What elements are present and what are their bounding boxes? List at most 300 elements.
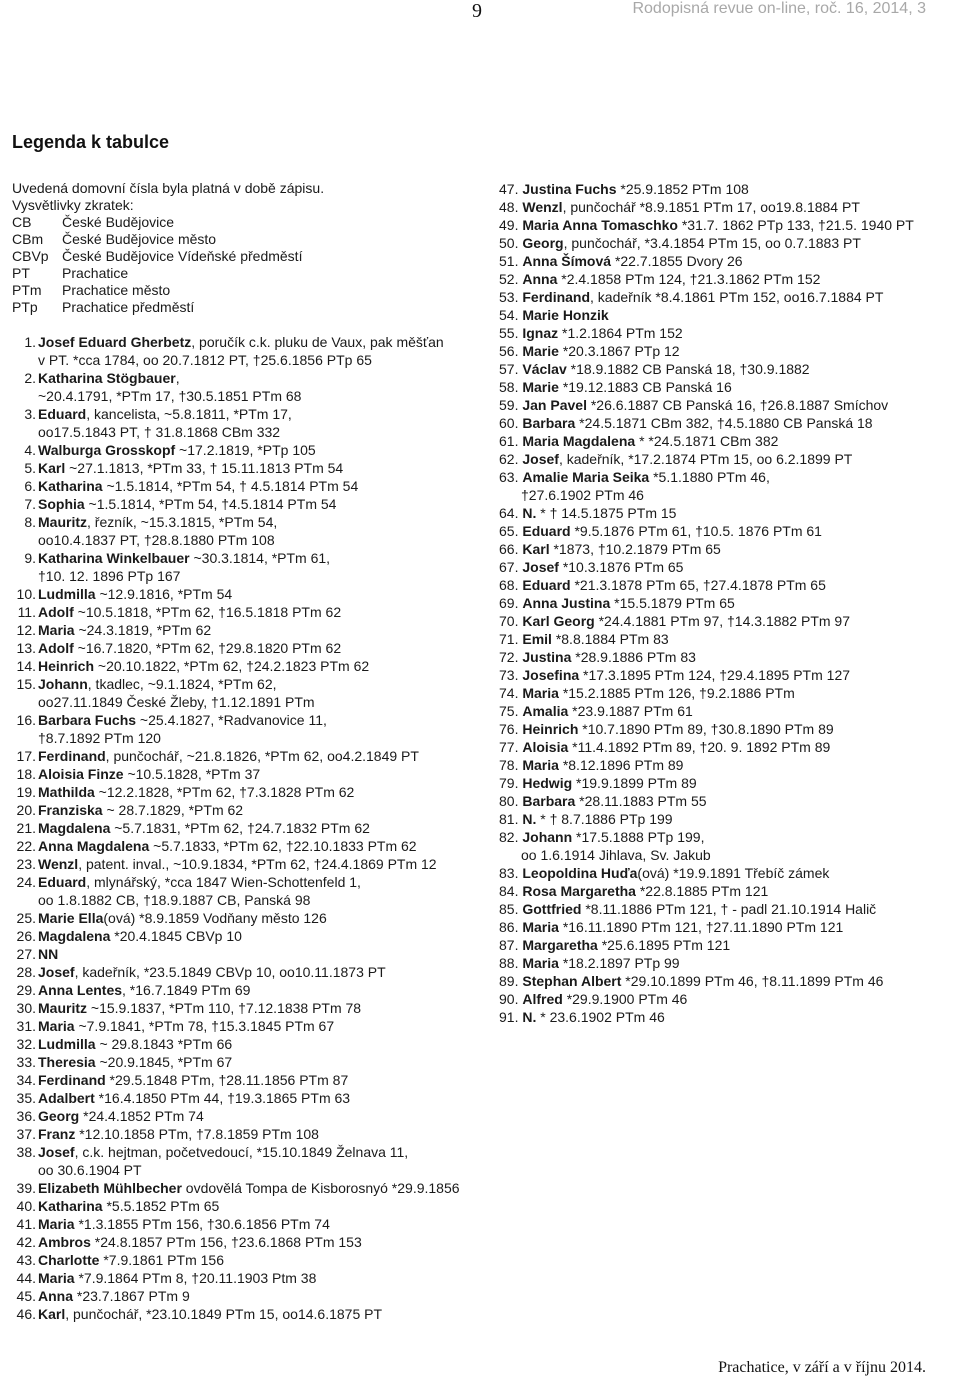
entry-number: 43. <box>16 1252 36 1268</box>
entry-details: *10.3.1876 PTm 65 <box>558 559 684 575</box>
genealogy-entry <box>499 468 949 504</box>
entry-details: *20.3.1867 PTp 12 <box>558 343 680 359</box>
entry-number: 69. <box>499 595 519 611</box>
entry-name: Gottfried <box>522 901 582 917</box>
entry-details: *1873, †10.2.1879 PTm 65 <box>549 541 721 557</box>
genealogy-entry <box>16 657 478 675</box>
abbreviation-row <box>12 248 302 265</box>
entry-number: 75. <box>499 703 519 719</box>
entry-name: Ferdinand <box>38 748 106 764</box>
entry-number: 70. <box>499 613 519 629</box>
entry-number: 42. <box>16 1234 36 1250</box>
entry-number: 85. <box>499 901 519 917</box>
genealogy-entry <box>16 1071 478 1089</box>
entry-number: 47. <box>499 181 519 197</box>
entry-name: Barbara Fuchs <box>38 712 137 728</box>
entry-number: 1. <box>24 334 36 350</box>
genealogy-entry <box>16 585 478 603</box>
entry-number: 10. <box>16 586 36 602</box>
entry-details: *16.11.1890 PTm 121, †27.11.1890 PTm 121 <box>558 919 844 935</box>
entry-name: Sophia <box>38 496 85 512</box>
entry-name: Katharina Winkelbauer <box>38 550 190 566</box>
entry-details: ~16.7.1820, *PTm 62, †29.8.1820 PTm 62 <box>73 640 342 656</box>
entry-number: 41. <box>16 1216 36 1232</box>
entry-details: ~1.5.1814, *PTm 54, † 4.5.1814 PTm 54 <box>102 478 359 494</box>
page-header <box>0 0 960 46</box>
entry-name: Katharina <box>38 1198 103 1214</box>
genealogy-entry <box>499 360 949 378</box>
entry-details: *7.9.1864 PTm 8, †20.11.1903 Ptm 38 <box>74 1270 317 1286</box>
genealogy-entry <box>16 1035 478 1053</box>
entry-number: 48. <box>499 199 519 215</box>
entry-number: 54. <box>499 307 519 323</box>
entries-right-column <box>499 180 949 1026</box>
entry-name: Václav <box>522 361 567 377</box>
entry-number: 87. <box>499 937 519 953</box>
genealogy-entry <box>16 639 478 657</box>
genealogy-entry <box>16 765 478 783</box>
entry-details: , <box>175 370 180 386</box>
entry-name: Magdalena <box>38 928 111 944</box>
genealogy-entry <box>16 909 478 927</box>
entry-name: Theresia <box>38 1054 96 1070</box>
entry-name: Amalia <box>522 703 569 719</box>
entry-name: Anna Justina <box>522 595 611 611</box>
genealogy-entry <box>499 396 949 414</box>
entry-details: *26.6.1887 CB Panská 16, †26.8.1887 Smíchov <box>586 397 889 413</box>
entry-name: Johann <box>522 829 573 845</box>
entry-details-continued: †8.7.1892 PTm 120 <box>38 730 161 746</box>
entry-number: 16. <box>16 712 36 728</box>
abbreviation-meaning: České Budějovice <box>62 214 175 230</box>
entry-name: Maria <box>38 1270 75 1286</box>
entry-details-continued: v PT. *cca 1784, oo 20.7.1812 PT, †25.6.1856 PTp 65 <box>38 352 372 368</box>
entry-details: *11.4.1892 PTm 89, †20. 9. 1892 PTm 89 <box>568 739 831 755</box>
entry-details-continued: oo 1.6.1914 Jihlava, Sv. Jakub <box>521 847 711 863</box>
entry-number: 88. <box>499 955 519 971</box>
entry-number: 25. <box>16 910 36 926</box>
entry-name: Karl <box>38 460 66 476</box>
genealogy-entry <box>16 711 478 747</box>
abbreviation-meaning: Prachatice <box>62 265 129 281</box>
genealogy-entry <box>499 450 949 468</box>
entry-number: 5. <box>24 460 36 476</box>
genealogy-entry <box>16 855 478 873</box>
entry-details: ovdovělá Tompa de Kisborosnyó *29.9.1856 <box>181 1180 460 1196</box>
genealogy-entry <box>16 1251 478 1269</box>
entry-name: Aloisia Finze <box>38 766 124 782</box>
entry-details: ~30.3.1814, *PTm 61, <box>189 550 331 566</box>
entry-name: Mathilda <box>38 784 95 800</box>
entry-details: ~25.4.1827, *Radvanovice 11, <box>136 712 327 728</box>
entry-name: Anna Šímová <box>522 253 612 269</box>
entry-name: Wenzl <box>38 856 79 872</box>
genealogy-entry <box>499 522 949 540</box>
entry-number: 62. <box>499 451 519 467</box>
genealogy-entry <box>16 981 478 999</box>
abbreviation-code: PTp <box>12 299 38 315</box>
entry-details: *29.9.1900 PTm 46 <box>562 991 688 1007</box>
genealogy-entry <box>499 828 949 864</box>
entry-details: *1.2.1864 PTm 152 <box>558 325 683 341</box>
entry-name: N. <box>522 505 537 521</box>
genealogy-entry <box>499 540 949 558</box>
genealogy-entry <box>499 774 949 792</box>
entry-details: *22.7.1855 Dvory 26 <box>611 253 743 269</box>
genealogy-entry <box>16 1287 478 1305</box>
entry-number: 15. <box>16 676 36 692</box>
genealogy-entry <box>499 234 949 252</box>
entry-details: *22.8.1885 PTm 121 <box>635 883 769 899</box>
entry-name: Walburga Grosskopf <box>38 442 176 458</box>
entry-details-continued: †27.6.1902 PTm 46 <box>521 487 644 503</box>
genealogy-entry <box>16 873 478 909</box>
entry-details: *12.10.1858 PTm, †7.8.1859 PTm 108 <box>75 1126 319 1142</box>
entry-number: 21. <box>16 820 36 836</box>
entry-details: *8.8.1884 PTm 83 <box>551 631 669 647</box>
entry-number: 79. <box>499 775 519 791</box>
entry-name: Ferdinand <box>38 1072 106 1088</box>
entry-details: ~15.9.1837, *PTm 110, †7.12.1838 PTm 78 <box>87 1000 362 1016</box>
entry-name: Marie <box>522 343 559 359</box>
genealogy-entry <box>16 963 478 981</box>
entry-number: 36. <box>16 1108 36 1124</box>
genealogy-entry <box>499 630 949 648</box>
entry-number: 9. <box>24 550 36 566</box>
entry-name: Margaretha <box>522 937 598 953</box>
entry-details: , punčochář *8.9.1851 PTm 17, oo19.8.1884 PT <box>562 199 860 215</box>
entry-name: Rosa Margaretha <box>522 883 636 899</box>
entry-name: Mauritz <box>38 1000 87 1016</box>
entry-name: Maria <box>38 1216 75 1232</box>
entry-name: Maria Anna Tomaschko <box>522 217 678 233</box>
entry-name: NN <box>38 946 59 962</box>
entry-name: Wenzl <box>522 199 563 215</box>
genealogy-entry <box>16 1269 478 1287</box>
entry-number: 28. <box>16 964 36 980</box>
entry-name: Maria <box>522 757 559 773</box>
abbreviation-list <box>12 214 302 316</box>
entry-details: ~12.9.1816, *PTm 54 <box>95 586 233 602</box>
entry-name: Georg <box>38 1108 80 1124</box>
entry-number: 83. <box>499 865 519 881</box>
entry-details: *19.12.1883 CB Panská 16 <box>558 379 732 395</box>
genealogy-entry <box>16 747 478 765</box>
entry-name: Barbara <box>522 793 576 809</box>
entry-details: ~10.5.1818, *PTm 62, †16.5.1818 PTm 62 <box>73 604 342 620</box>
entry-details: ~12.2.1828, *PTm 62, †7.3.1828 PTm 62 <box>94 784 355 800</box>
entry-details: ~7.9.1841, *PTm 78, †15.3.1845 PTm 67 <box>74 1018 335 1034</box>
entry-number: 30. <box>16 1000 36 1016</box>
abbreviation-row <box>12 282 302 299</box>
genealogy-entry <box>499 180 949 198</box>
intro-text <box>12 180 324 214</box>
genealogy-entry <box>499 720 949 738</box>
entry-number: 73. <box>499 667 519 683</box>
entry-number: 4. <box>24 442 36 458</box>
genealogy-entry <box>499 648 949 666</box>
entry-number: 29. <box>16 982 36 998</box>
genealogy-entry <box>499 954 949 972</box>
genealogy-entry <box>24 369 478 405</box>
genealogy-entry <box>499 810 949 828</box>
entry-number: 89. <box>499 973 519 989</box>
abbreviation-row <box>12 231 302 248</box>
genealogy-entry <box>499 306 949 324</box>
entry-number: 37. <box>16 1126 36 1142</box>
entry-number: 22. <box>16 838 36 854</box>
entry-name: Ludmilla <box>38 1036 96 1052</box>
entry-name: Marie Honzik <box>522 307 609 323</box>
entry-name: Ferdinand <box>522 289 591 305</box>
entry-name: Karl <box>38 1306 66 1322</box>
entry-number: 32. <box>16 1036 36 1052</box>
entry-name: Maria <box>522 955 559 971</box>
entry-name: Adolf <box>38 604 74 620</box>
genealogy-entry <box>16 945 478 963</box>
entry-details-continued: oo 30.6.1904 PT <box>38 1162 142 1178</box>
abbreviation-meaning: Prachatice město <box>62 282 171 298</box>
entry-name: Amalie Maria Seika <box>522 469 650 485</box>
entry-number: 17. <box>16 748 36 764</box>
entry-number: 44. <box>16 1270 36 1286</box>
entry-details: , poručík c.k. pluku de Vaux, pak měšťan <box>191 334 444 350</box>
entry-number: 80. <box>499 793 519 809</box>
entry-details: ~24.3.1819, *PTm 62 <box>74 622 212 638</box>
entry-number: 26. <box>16 928 36 944</box>
entry-name: Katharina <box>38 478 103 494</box>
entry-number: 18. <box>16 766 36 782</box>
entry-number: 74. <box>499 685 519 701</box>
entry-number: 6. <box>24 478 36 494</box>
entry-details: ~1.5.1814, *PTm 54, †4.5.1814 PTm 54 <box>84 496 337 512</box>
entry-details: *29.5.1848 PTm, †28.11.1856 PTm 87 <box>105 1072 349 1088</box>
entry-number: 23. <box>16 856 36 872</box>
genealogy-entry <box>16 999 478 1017</box>
entry-details: ~ 29.8.1843 *PTm 66 <box>95 1036 233 1052</box>
genealogy-entry <box>499 702 949 720</box>
genealogy-entry <box>499 558 949 576</box>
entry-details: , kadeřník *8.4.1861 PTm 152, oo16.7.1884 PT <box>590 289 884 305</box>
entry-number: 53. <box>499 289 519 305</box>
entry-details: , c.k. hejtman, početvedoucí, *15.10.1849 Želnava 11, <box>74 1144 409 1160</box>
abbreviation-row <box>12 214 302 231</box>
entry-number: 78. <box>499 757 519 773</box>
entry-name: Stephan Albert <box>522 973 622 989</box>
entry-details: *25.6.1895 PTm 121 <box>597 937 731 953</box>
entry-number: 14. <box>16 658 36 674</box>
abbreviation-meaning: České Budějovice Vídeňské předměstí <box>62 248 303 264</box>
entry-details: *24.8.1857 PTm 156, †23.6.1868 PTm 153 <box>90 1234 362 1250</box>
entry-name: Leopoldina Huďa <box>522 865 638 881</box>
genealogy-entry <box>499 666 949 684</box>
entry-details: , *16.7.1849 PTm 69 <box>122 982 251 998</box>
entry-number: 57. <box>499 361 519 377</box>
genealogy-entry <box>16 1179 478 1197</box>
entry-number: 40. <box>16 1198 36 1214</box>
entry-details: * † 14.5.1875 PTm 15 <box>536 505 677 521</box>
entry-number: 31. <box>16 1018 36 1034</box>
entry-details: *2.4.1858 PTm 124, †21.3.1862 PTm 152 <box>557 271 821 287</box>
genealogy-entry <box>24 495 478 513</box>
entry-name: Marie Ella <box>38 910 104 926</box>
entry-number: 77. <box>499 739 519 755</box>
entry-name: Adolf <box>38 640 74 656</box>
entry-details: ~5.7.1831, *PTm 62, †24.7.1832 PTm 62 <box>110 820 370 836</box>
entry-name: Alfred <box>522 991 563 1007</box>
entry-name: Anna <box>522 271 558 287</box>
entry-details: *8.12.1896 PTm 89 <box>558 757 684 773</box>
entry-details: *28.9.1886 PTm 83 <box>571 649 696 665</box>
entry-name: Karl Georg <box>522 613 595 629</box>
entry-number: 90. <box>499 991 519 1007</box>
entry-details: *10.7.1890 PTm 89, †30.8.1890 PTm 89 <box>578 721 834 737</box>
entry-name: Marie <box>522 379 559 395</box>
entry-details: * *24.5.1871 CBm 382 <box>635 433 779 449</box>
entry-number: 52. <box>499 271 519 287</box>
entry-name: Anna Lentes <box>38 982 123 998</box>
genealogy-entry <box>16 1107 478 1125</box>
entry-name: Maria <box>38 622 75 638</box>
entry-name: Elizabeth Mühlbecher <box>38 1180 182 1196</box>
entry-details: ~20.9.1845, *PTm 67 <box>95 1054 233 1070</box>
entry-details: *8.11.1886 PTm 121, † - padl 21.10.1914 Halič <box>581 901 877 917</box>
entry-details: *17.3.1895 PTm 124, †29.4.1895 PTm 127 <box>579 667 851 683</box>
entry-name: Josef <box>38 964 75 980</box>
abbreviation-row <box>12 265 302 282</box>
genealogy-entry <box>499 1008 949 1026</box>
entry-details: , řezník, ~15.3.1815, *PTm 54, <box>87 514 278 530</box>
entry-details: * † 8.7.1886 PTp 199 <box>536 811 673 827</box>
genealogy-entry <box>499 756 949 774</box>
entry-number: 72. <box>499 649 519 665</box>
entry-name: Charlotte <box>38 1252 100 1268</box>
page-number: 9 <box>472 0 482 22</box>
genealogy-entry <box>499 270 949 288</box>
entry-name: Maria <box>522 919 559 935</box>
intro-line: Vysvětlivky zkratek: <box>12 197 134 213</box>
genealogy-entry <box>16 783 478 801</box>
entry-details: *18.9.1882 CB Panská 18, †30.9.1882 <box>566 361 810 377</box>
entry-details: *16.4.1850 PTm 44, †19.3.1865 PTm 63 <box>94 1090 351 1106</box>
journal-title: Rodopisná revue on-line, roč. 16, 2014, 3 <box>632 0 926 17</box>
entry-number: 49. <box>499 217 519 233</box>
genealogy-entry <box>16 801 478 819</box>
entry-details: *5.1.1880 PTm 46, <box>649 469 770 485</box>
genealogy-entry <box>16 621 478 639</box>
entry-details: (ová) *8.9.1859 Vodňany město 126 <box>103 910 327 926</box>
entry-details: , kancelista, ~5.8.1811, *PTm 17, <box>86 406 292 422</box>
entry-details: *29.10.1899 PTm 46, †8.11.1899 PTm 46 <box>621 973 884 989</box>
entry-details: (ová) *19.9.1891 Třebíč zámek <box>637 865 830 881</box>
genealogy-entry <box>16 927 478 945</box>
genealogy-entry <box>499 612 949 630</box>
entry-number: 86. <box>499 919 519 935</box>
genealogy-entry <box>16 1125 478 1143</box>
entry-number: 34. <box>16 1072 36 1088</box>
entry-name: Eduard <box>38 406 87 422</box>
entry-number: 39. <box>16 1180 36 1196</box>
entry-name: Ignaz <box>522 325 559 341</box>
entry-details: *24.5.1871 CBm 382, †4.5.1880 CB Panská 18 <box>575 415 873 431</box>
entry-name: Eduard <box>522 577 571 593</box>
entry-details: * 23.6.1902 PTm 46 <box>536 1009 665 1025</box>
genealogy-entry <box>24 477 478 495</box>
entry-number: 12. <box>16 622 36 638</box>
genealogy-entry <box>16 675 478 711</box>
entry-name: Eduard <box>38 874 87 890</box>
genealogy-entry <box>499 288 949 306</box>
entry-number: 19. <box>16 784 36 800</box>
entry-name: Heinrich <box>522 721 579 737</box>
entry-number: 35. <box>16 1090 36 1106</box>
entry-number: 63. <box>499 469 519 485</box>
entry-details: , kadeřník, *23.5.1849 CBVp 10, oo10.11.1873 PT <box>74 964 386 980</box>
abbreviation-row <box>12 299 302 316</box>
genealogy-entry <box>16 1197 478 1215</box>
entry-details-continued: oo 1.8.1882 CB, †18.9.1887 CB, Panská 98 <box>38 892 311 908</box>
entry-details-continued: †10. 12. 1896 PTp 167 <box>38 568 181 584</box>
entry-details: *19.9.1899 PTm 89 <box>572 775 697 791</box>
entry-number: 65. <box>499 523 519 539</box>
entry-name: Hedwig <box>522 775 573 791</box>
entry-number: 11. <box>17 604 36 620</box>
entry-number: 50. <box>499 235 519 251</box>
abbreviation-code: CB <box>12 214 32 230</box>
entry-name: Heinrich <box>38 658 95 674</box>
entry-details: *24.4.1852 PTm 74 <box>79 1108 204 1124</box>
abbreviation-code: CBVp <box>12 248 49 264</box>
entry-details: *17.5.1888 PTp 199, <box>572 829 705 845</box>
genealogy-entry <box>499 414 949 432</box>
entry-name: Jan Pavel <box>522 397 587 413</box>
entry-details-continued: oo10.4.1837 PT, †28.8.1880 PTm 108 <box>38 532 275 548</box>
entry-name: Anna Magdalena <box>38 838 150 854</box>
entry-details: *18.2.1897 PTp 99 <box>558 955 680 971</box>
entry-details: ~10.5.1828, *PTm 37 <box>123 766 261 782</box>
genealogy-entry <box>24 513 478 549</box>
entry-details: *21.3.1878 PTm 65, †27.4.1878 PTm 65 <box>570 577 826 593</box>
genealogy-entry <box>499 990 949 1008</box>
entry-details: ~27.1.1813, *PTm 33, † 15.11.1813 PTm 54 <box>65 460 344 476</box>
entry-number: 67. <box>499 559 519 575</box>
entry-number: 81. <box>499 811 519 827</box>
entry-details-continued: oo17.5.1843 PT, † 31.8.1868 CBm 332 <box>38 424 281 440</box>
entry-number: 61. <box>499 433 519 449</box>
genealogy-entry <box>24 549 478 585</box>
genealogy-entry <box>499 252 949 270</box>
entry-name: Justina <box>522 649 572 665</box>
entry-name: Maria <box>38 1018 75 1034</box>
entry-name: Barbara <box>522 415 576 431</box>
genealogy-entry <box>16 1089 478 1107</box>
entry-name: Justina Fuchs <box>522 181 617 197</box>
genealogy-entry <box>499 792 949 810</box>
entry-number: 66. <box>499 541 519 557</box>
genealogy-entry <box>16 1215 478 1233</box>
entry-number: 27. <box>16 946 36 962</box>
genealogy-entry <box>499 936 949 954</box>
entry-details: *7.9.1861 PTm 156 <box>99 1252 224 1268</box>
footer-signature: Prachatice, v září a v říjnu 2014. <box>718 1359 926 1376</box>
entry-name: Josef Eduard Gherbetz <box>38 334 192 350</box>
entry-name: Franz <box>38 1126 76 1142</box>
genealogy-entry <box>16 819 478 837</box>
genealogy-entry <box>24 405 478 441</box>
genealogy-entry <box>499 864 949 882</box>
genealogy-entry <box>499 684 949 702</box>
entry-number: 7. <box>24 496 36 512</box>
